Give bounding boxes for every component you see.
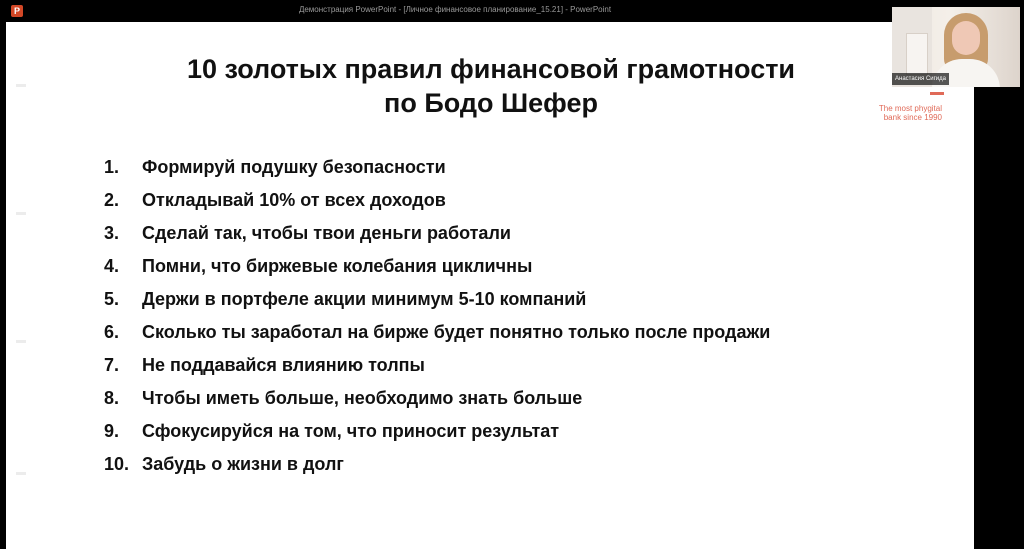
- rule-number: 3.: [104, 223, 120, 243]
- rule-number: 7.: [104, 355, 120, 375]
- slide-title: [66, 52, 916, 120]
- rule-text: Формируй подушку безопасности: [142, 157, 446, 177]
- rule-text: Чтобы иметь больше, необходимо знать больше: [142, 388, 583, 408]
- window-titlebar: [0, 0, 1024, 22]
- rule-text: Забудь о жизни в долг: [142, 454, 344, 474]
- slide-title-line-2: по Бодо Шефер: [384, 88, 598, 118]
- rule-number: 4.: [104, 256, 120, 276]
- rule-item: [104, 184, 924, 217]
- brand-accent-bar: [930, 92, 944, 95]
- rule-item: [104, 250, 924, 283]
- rule-item: [104, 415, 924, 448]
- rule-number: 10.: [104, 454, 130, 474]
- rule-text: Сфокусируйся на том, что приносит результат: [142, 421, 560, 441]
- slide-title-line-1: 10 золотых правил финансовой грамотности: [186, 54, 796, 84]
- brand-tagline-line-1: The most phygital: [878, 104, 942, 113]
- rule-number: 9.: [104, 421, 120, 441]
- rule-text: Держи в портфеле акции минимум 5-10 компаний: [142, 289, 587, 309]
- slide-edge-mark: [16, 84, 26, 87]
- rule-item: [104, 151, 924, 184]
- rules-list: [104, 151, 924, 481]
- video-background-cabinet: [906, 33, 928, 75]
- rule-number: 2.: [104, 190, 120, 210]
- slide-edge-mark: [16, 340, 26, 343]
- right-black-strip: [974, 22, 1024, 549]
- rule-item: [104, 217, 924, 250]
- rule-number: 1.: [104, 157, 120, 177]
- rule-item: [104, 316, 924, 349]
- rule-item: [104, 448, 924, 481]
- slide-edge-mark: [16, 472, 26, 475]
- rule-number: 5.: [104, 289, 120, 309]
- window-title: Демонстрация PowerPoint - [Личное финансовое планирование_15.21] - PowerPoint: [298, 5, 612, 14]
- brand-tagline-line-2: bank since 1990: [883, 113, 942, 122]
- powerpoint-icon: P: [11, 5, 23, 17]
- rule-item: [104, 382, 924, 415]
- slide-edge-mark: [16, 212, 26, 215]
- rule-number: 6.: [104, 322, 120, 342]
- participant-video-tile[interactable]: [892, 7, 1020, 87]
- rule-text: Откладывай 10% от всех доходов: [142, 190, 446, 210]
- presentation-slide: [6, 22, 974, 549]
- rule-text: Сколько ты заработал на бирже будет понятно только после продажи: [142, 322, 771, 342]
- participant-name-label: Анастасия Сигида: [892, 73, 949, 85]
- rule-text: Помни, что биржевые колебания цикличны: [142, 256, 533, 276]
- rule-text: Не поддавайся влиянию толпы: [142, 355, 425, 375]
- rule-item: [104, 349, 924, 382]
- rule-item: [104, 283, 924, 316]
- brand-tagline: [858, 104, 942, 122]
- participant-face: [952, 21, 980, 55]
- rule-text: Сделай так, чтобы твои деньги работали: [142, 223, 511, 243]
- rule-number: 8.: [104, 388, 120, 408]
